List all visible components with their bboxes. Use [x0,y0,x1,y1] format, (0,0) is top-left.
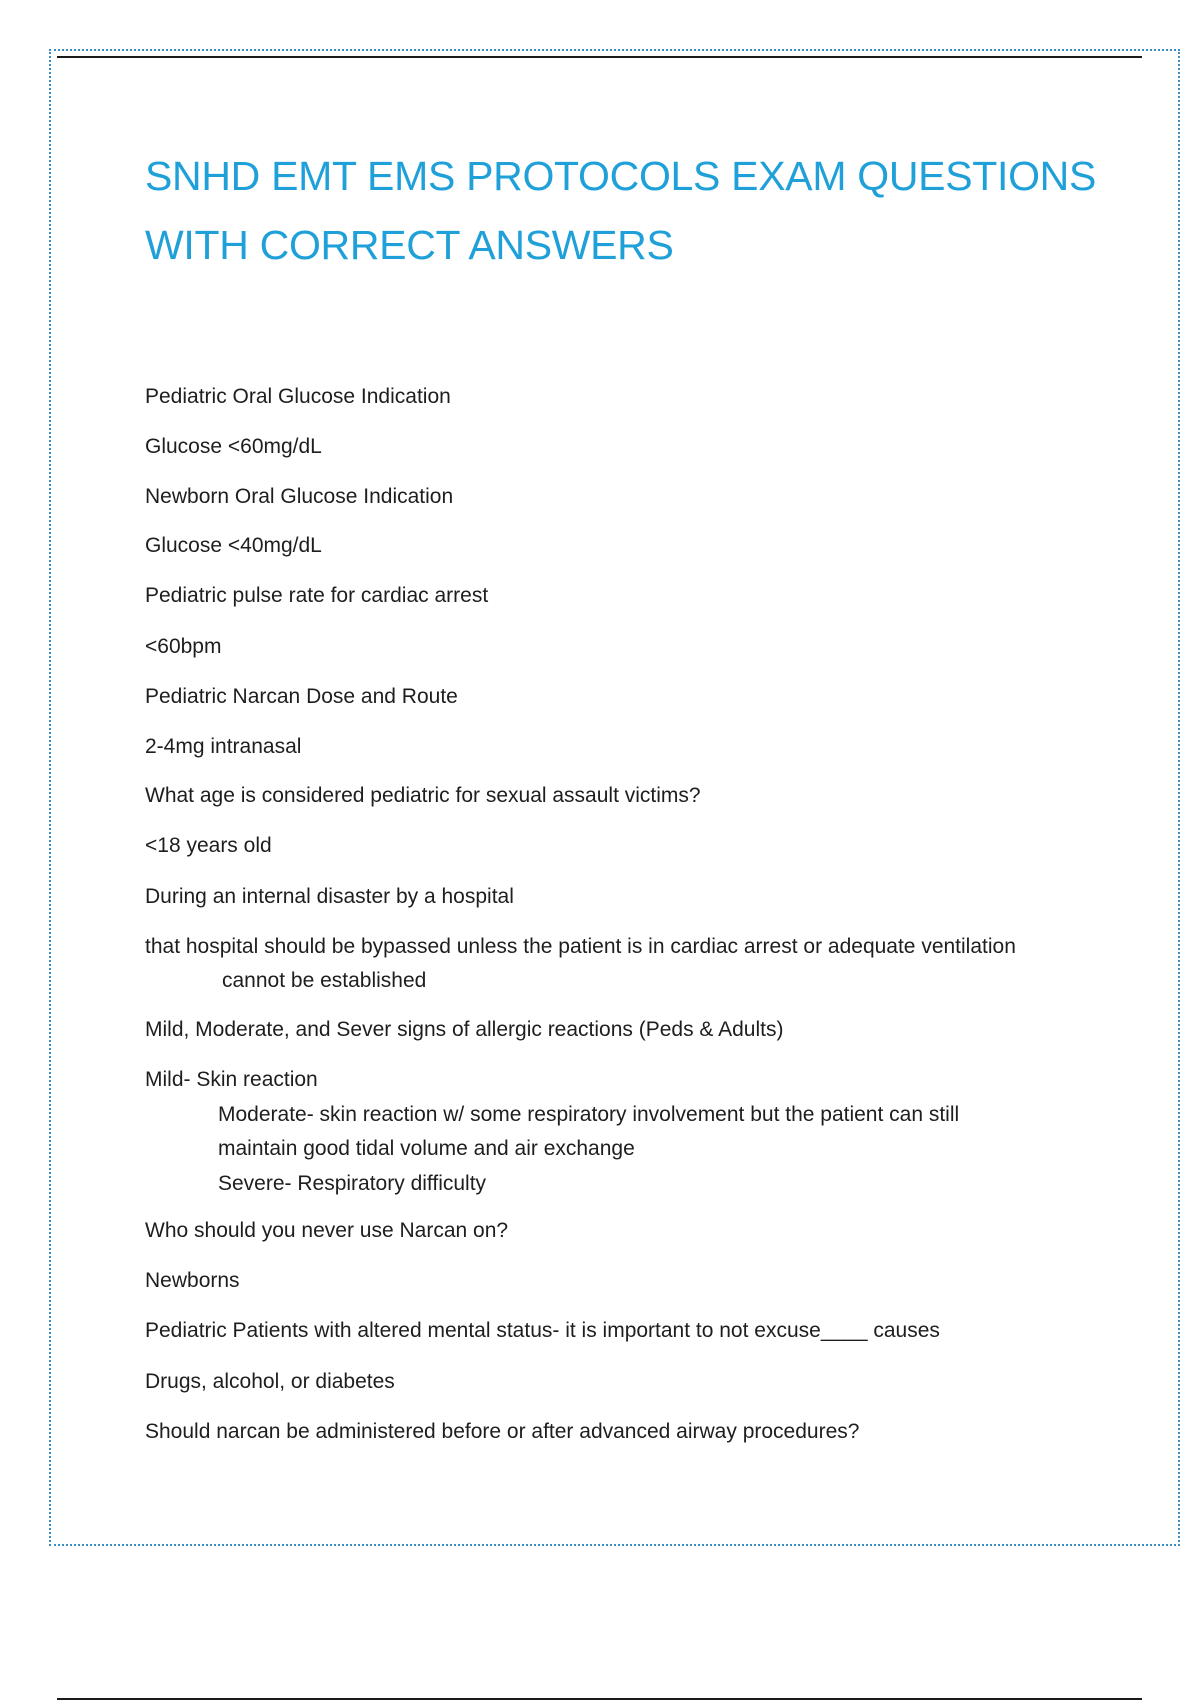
header-rule [57,56,1142,58]
title-line-1: SNHD EMT EMS PROTOCOLS EXAM QUESTIONS [145,153,1097,199]
answer-text: Mild- Skin reaction [145,1068,318,1091]
answer-text: Glucose <40mg/dL [145,534,322,557]
question-text: Pediatric Oral Glucose Indication [145,385,451,408]
answer-text-continued: Severe- Respiratory difficulty [218,1172,487,1195]
answer-text: <18 years old [145,834,272,857]
question-text: Who should you never use Narcan on? [145,1219,509,1242]
answer-text-continued: cannot be established [222,969,427,992]
title-line-2: WITH CORRECT ANSWERS [145,222,674,268]
question-text: What age is considered pediatric for sexual assault victims? [145,784,701,807]
question-text: Should narcan be administered before or after advanced airway procedures? [145,1420,860,1443]
answer-text: <60bpm [145,635,222,658]
document-title [145,142,1105,280]
answer-text-continued: maintain good tidal volume and air exchange [218,1137,635,1160]
answer-text: Newborns [145,1269,240,1292]
question-text: Pediatric Patients with altered mental status- it is important to not excuse____ causes [145,1319,940,1342]
answer-text-continued: Moderate- skin reaction w/ some respiratory involvement but the patient can still [218,1103,960,1126]
answer-text: Drugs, alcohol, or diabetes [145,1370,395,1393]
question-text: Pediatric pulse rate for cardiac arrest [145,584,489,607]
question-text: Mild, Moderate, and Sever signs of allergic reactions (Peds & Adults) [145,1018,784,1041]
answer-text: Glucose <60mg/dL [145,435,322,458]
question-text: Newborn Oral Glucose Indication [145,485,454,508]
question-text: Pediatric Narcan Dose and Route [145,685,458,708]
answer-text: that hospital should be bypassed unless the patient is in cardiac arrest or adequate ventilation [145,935,1016,958]
answer-text: 2-4mg intranasal [145,735,302,758]
question-text: During an internal disaster by a hospital [145,885,514,908]
